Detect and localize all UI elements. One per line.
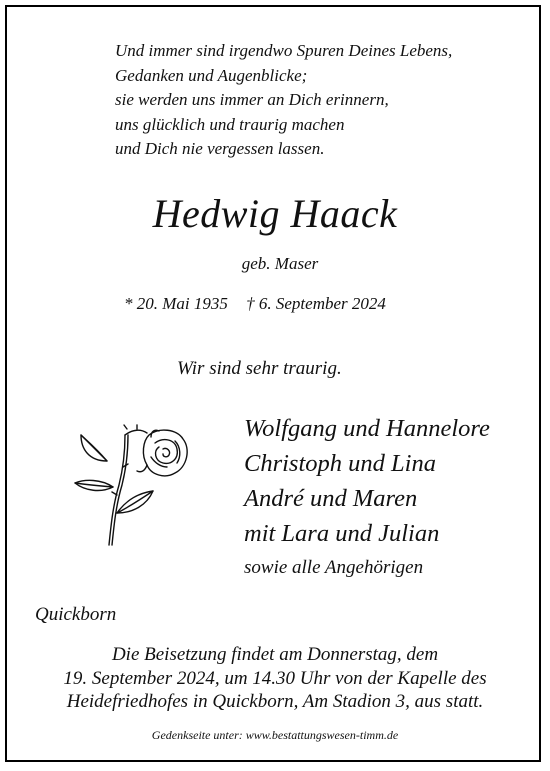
family-line: mit Lara und Julian [244, 520, 440, 547]
poem-line: und Dich nie vergessen lassen. [115, 139, 325, 158]
poem-line: Und immer sind irgendwo Spuren Deines Lebens, [115, 41, 453, 60]
poem-line: sie werden uns immer an Dich erinnern, [115, 90, 389, 109]
funeral-notice [7, 643, 543, 714]
life-dates [124, 294, 400, 314]
family-line: Wolfgang und Hannelore [244, 415, 490, 442]
birth-date: * 20. Mai 1935 [124, 294, 228, 313]
poem [115, 39, 452, 162]
maiden-name: geb. Maser [241, 254, 319, 273]
place-name: Quickborn [35, 604, 117, 625]
family-list [244, 411, 490, 551]
funeral-line: 19. September 2024, um 14.30 Uhr von der Kapelle des [63, 667, 487, 689]
family-line: Christoph und Lina [244, 450, 436, 477]
deceased-name: Hedwig Haack [152, 191, 398, 236]
death-date: † 6. September 2024 [246, 294, 386, 313]
family-line: André und Maren [244, 485, 418, 512]
rose-icon [67, 417, 197, 557]
memorial-page-link[interactable]: Gedenkseite unter: www.bestattungswesen-timm.de [151, 728, 399, 742]
poem-line: uns glücklich und traurig machen [115, 114, 345, 134]
funeral-line: Die Beisetzung findet am Donnerstag, dem [111, 644, 439, 665]
poem-line: Gedanken und Augenblicke; [115, 65, 308, 85]
grief-line: Wir sind sehr traurig. [177, 358, 342, 379]
obituary-card [5, 5, 541, 762]
relatives-line: sowie alle Angehörigen [244, 557, 424, 578]
funeral-line: Heidefriedhofes in Quickborn, Am Stadion 3, aus statt. [66, 691, 484, 712]
